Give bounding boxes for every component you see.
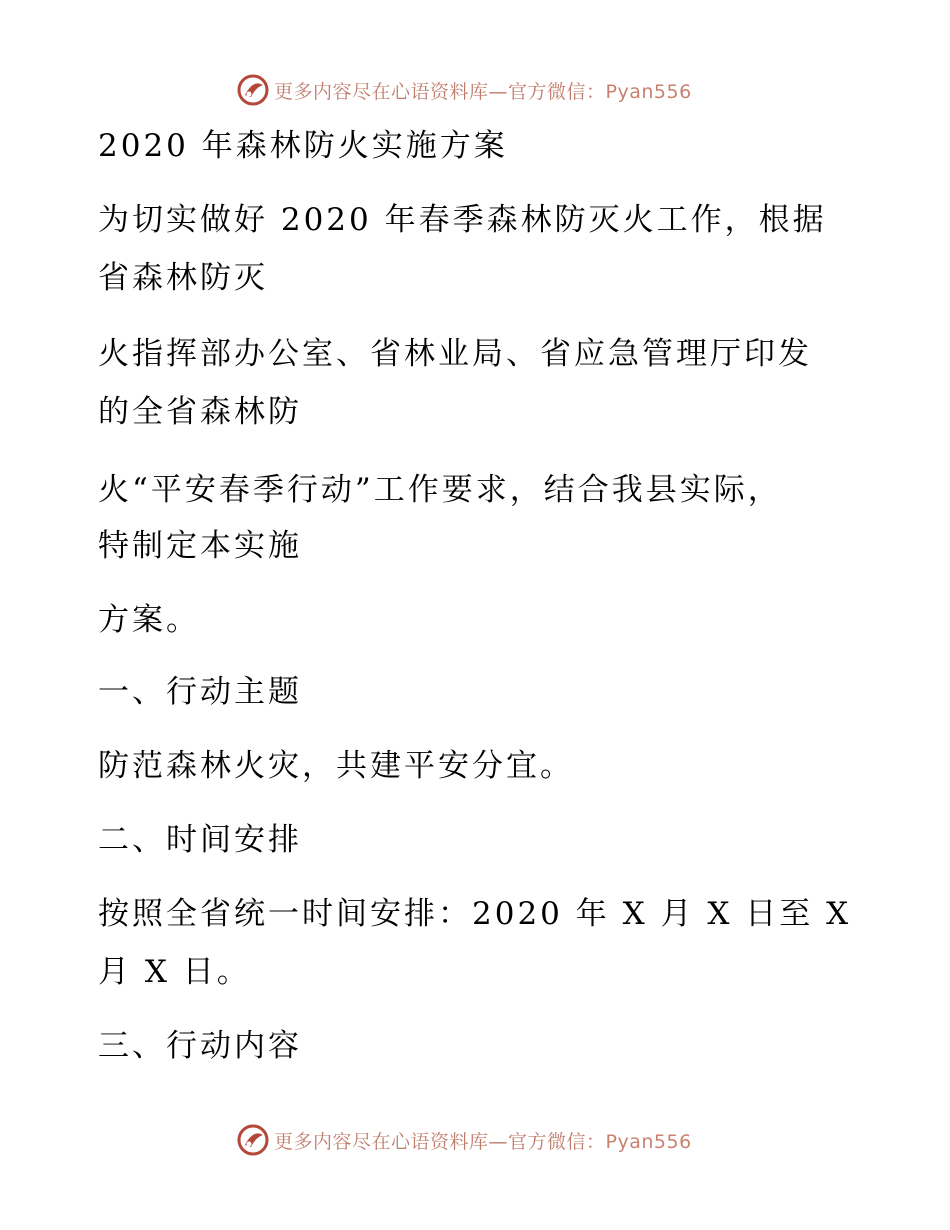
paragraph-line: 月 X 日。 xyxy=(98,954,251,990)
watermark-separator: — xyxy=(488,80,509,103)
paragraph-line: 特制定本实施 xyxy=(98,528,302,564)
paragraph-line: 的全省森林防 xyxy=(98,394,302,430)
watermark-main-text: 更多内容尽在心语资料库 xyxy=(274,1130,489,1153)
document-title: 2020 年森林防火实施方案 xyxy=(98,128,508,164)
watermark-main-text: 更多内容尽在心语资料库 xyxy=(274,80,489,103)
watermark-handle: Pyan556 xyxy=(605,80,692,103)
watermark-handle: Pyan556 xyxy=(605,1130,692,1153)
watermark-official-label: 官方微信： xyxy=(508,1130,606,1153)
section-heading: 三、行动内容 xyxy=(98,1028,302,1064)
paragraph-line: 火指挥部办公室、省林业局、省应急管理厅印发 xyxy=(98,336,812,372)
paragraph-line: 防范森林火灾，共建平安分宜。 xyxy=(98,748,574,784)
section-heading: 一、行动主题 xyxy=(98,674,302,710)
footer-watermark xyxy=(236,1122,692,1158)
watermark-separator: — xyxy=(488,1130,509,1153)
paragraph-line: 为切实做好 2020 年春季森林防灭火工作，根据 xyxy=(98,202,827,238)
section-heading: 二、时间安排 xyxy=(98,822,302,858)
paragraph-line: 省森林防灭 xyxy=(98,260,268,296)
watermark-logo-icon xyxy=(236,1123,270,1157)
paragraph-line: 按照全省统一时间安排：2020 年 X 月 X 日至 X xyxy=(98,896,852,932)
paragraph-line: 方案。 xyxy=(98,602,200,638)
paragraph-line: 火“平安春季行动”工作要求，结合我县实际， xyxy=(98,472,782,508)
watermark-official-label: 官方微信： xyxy=(508,80,606,103)
